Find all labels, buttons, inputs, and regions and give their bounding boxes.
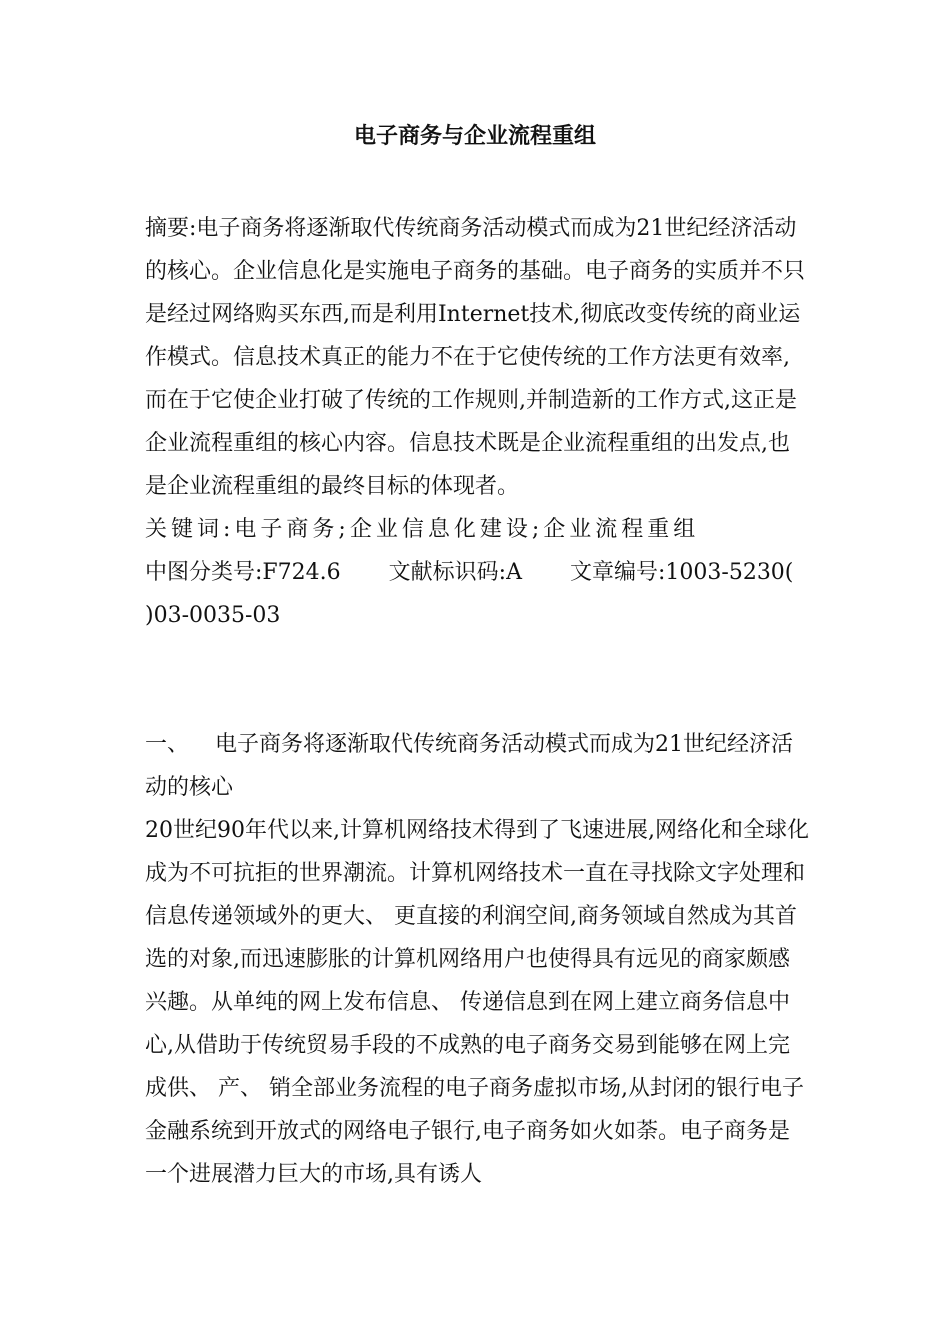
article-number-continued: )03-0035-03 <box>145 603 281 628</box>
abstract-block <box>145 207 810 637</box>
document-code: 文献标识码:A <box>388 560 522 585</box>
section-heading-text: 电子商务将逐渐取代传统商务活动模式而成为21世纪经济活动的核心 <box>145 732 793 800</box>
section-heading <box>145 723 810 809</box>
classification-number: 中图分类号:F724.6 <box>145 560 341 585</box>
abstract-text: 摘要:电子商务将逐渐取代传统商务活动模式而成为21世纪经济活动的核心。企业信息化是实施电子商务的基础。电子商务的实质并不只是经过网络购买东西,而是利用Internet技术,彻底改变传统的商业运作模式。信息技术真正的能力不在于它使传统的工作方法更有效率,而在于它使企业打破了传统的工作规则,并制造新的工作方式,这正是企业流程重组的核心内容。信息技术既是企业流程重组的出发点,也是企业流程重组的最终目标的体现者。 <box>145 216 806 499</box>
section-body: 20世纪90年代以来,计算机网络技术得到了飞速进展,网络化和全球化成为不可抗拒的世界潮流。计算机网络技术一直在寻找除文字处理和信息传递领域外的更大、 更直接的利润空间,商务领域自然成为其首选的对象,而迅速膨胀的计算机网络用户也使得具有远见的商家颇感兴趣。从单纯的网上发布信息、 传递信息到在网上建立商务信息中心,从借助于传统贸易手段的不成熟的电子商务交易到能够在网上完成供、 产、 销全部业务流程的电子商务虚拟市场,从封闭的银行电子金融系统到开放式的网络电子银行,电子商务如火如荼。电子商务是一个进展潜力巨大的市场,具有诱人 <box>145 818 809 1187</box>
classification-line <box>145 551 810 594</box>
section-number: 一、 <box>145 732 190 757</box>
section-1 <box>145 723 810 1196</box>
document-title: 电子商务与企业流程重组 <box>353 124 596 149</box>
keywords-line: 关键词:电子商务;企业信息化建设;企业流程重组 <box>145 517 700 542</box>
article-number: 文章编号:1003-5230( <box>569 560 794 585</box>
